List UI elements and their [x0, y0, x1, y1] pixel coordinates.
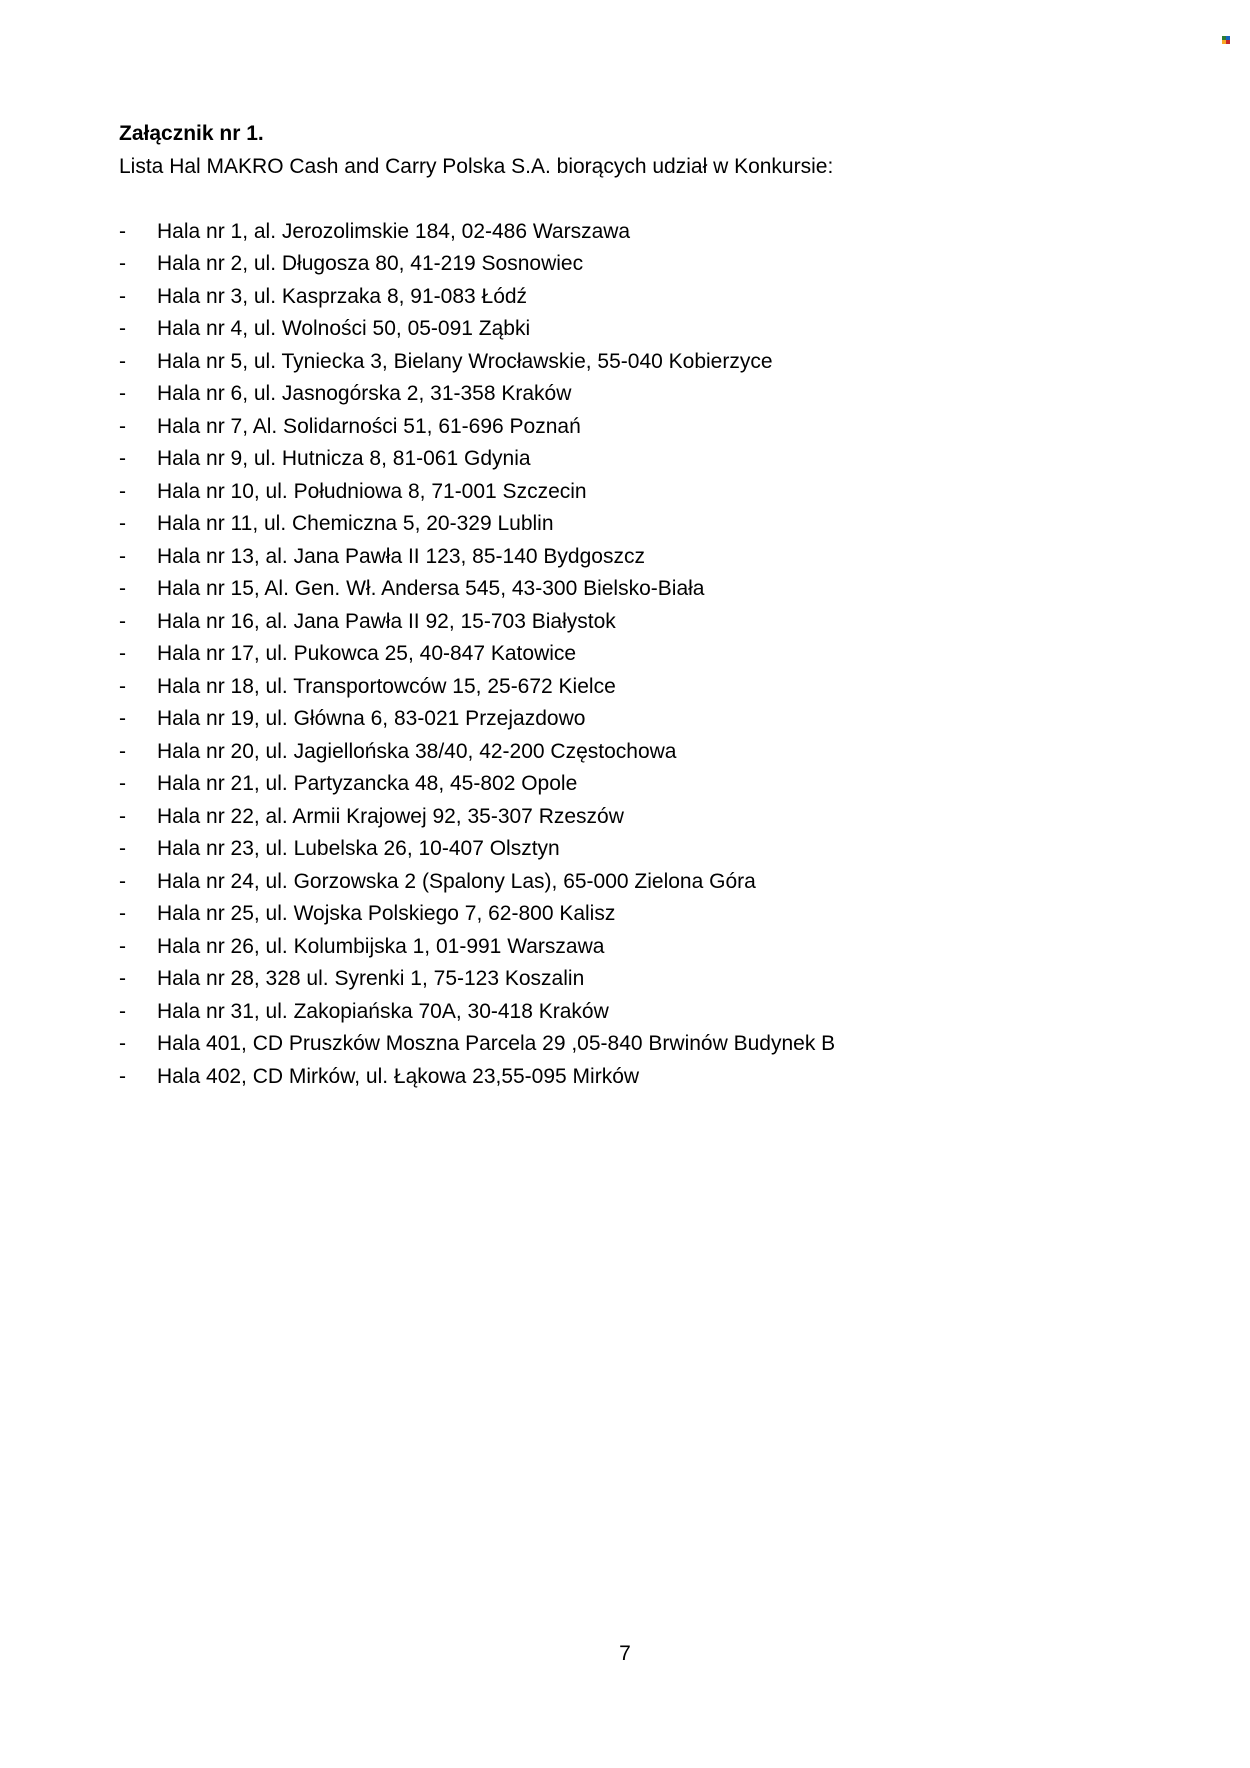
bullet-dash: - — [119, 349, 126, 373]
hall-address: Hala nr 22, al. Armii Krajowej 92, 35-307 Rzeszów — [157, 804, 624, 828]
list-item — [119, 931, 1099, 964]
hall-address: Hala nr 7, Al. Solidarności 51, 61-696 Poznań — [157, 414, 581, 438]
hall-address: Hala 401, CD Pruszków Moszna Parcela 29 ,05-840 Brwinów Budynek B — [157, 1032, 836, 1055]
list-item — [119, 638, 1099, 671]
bullet-dash: - — [119, 739, 126, 763]
bullet-dash: - — [119, 837, 126, 860]
list-item — [119, 216, 1099, 249]
list-item — [119, 346, 1099, 379]
hall-address: Hala nr 1, al. Jerozolimskie 184, 02-486 Warszawa — [157, 219, 631, 243]
list-item — [119, 996, 1099, 1029]
bullet-dash: - — [119, 1032, 126, 1055]
list-item — [119, 866, 1099, 899]
list-item — [119, 541, 1099, 574]
hall-address: Hala nr 26, ul. Kolumbijska 1, 01-991 Warszawa — [157, 934, 605, 958]
list-item — [119, 313, 1099, 346]
hall-address: Hala nr 25, ul. Wojska Polskiego 7, 62-800 Kalisz — [157, 902, 616, 925]
bullet-dash: - — [119, 999, 126, 1023]
bullet-dash: - — [119, 577, 126, 600]
bullet-dash: - — [119, 934, 126, 958]
hall-address: Hala nr 23, ul. Lubelska 26, 10-407 Olsztyn — [157, 837, 560, 860]
bullet-dash: - — [119, 707, 126, 730]
corner-color-mark — [1222, 36, 1230, 44]
bullet-dash: - — [119, 902, 126, 925]
hall-address: Hala nr 2, ul. Długosza 80, 41-219 Sosnowiec — [157, 252, 584, 275]
page-number: 7 — [619, 1642, 631, 1665]
hall-address: Hala nr 31, ul. Zakopiańska 70A, 30-418 Kraków — [157, 999, 609, 1023]
bullet-dash: - — [119, 512, 126, 535]
list-item — [119, 281, 1099, 314]
intro-sentence: Lista Hal MAKRO Cash and Carry Polska S.A. biorących udział w Konkursie: — [119, 154, 834, 178]
hall-address: Hala nr 10, ul. Południowa 8, 71-001 Szczecin — [157, 479, 587, 503]
list-item — [119, 606, 1099, 639]
bullet-dash: - — [119, 674, 126, 698]
hall-address: Hala nr 6, ul. Jasnogórska 2, 31-358 Kraków — [157, 382, 572, 405]
bullet-dash: - — [119, 219, 126, 243]
hall-list — [119, 216, 1099, 1094]
hall-address: Hala nr 9, ul. Hutnicza 8, 81-061 Gdynia — [157, 447, 531, 470]
bullet-dash: - — [119, 1064, 126, 1088]
hall-address: Hala nr 5, ul. Tyniecka 3, Bielany Wrocławskie, 55-040 Kobierzyce — [157, 349, 773, 373]
hall-address: Hala nr 17, ul. Pukowca 25, 40-847 Katowice — [157, 642, 577, 665]
list-item — [119, 703, 1099, 736]
bullet-dash: - — [119, 447, 126, 470]
list-item — [119, 801, 1099, 834]
hall-address: Hala nr 4, ul. Wolności 50, 05-091 Ząbki — [157, 317, 531, 340]
list-item — [119, 476, 1099, 509]
list-item — [119, 736, 1099, 769]
hall-address: Hala nr 11, ul. Chemiczna 5, 20-329 Lublin — [157, 512, 554, 535]
hall-address: Hala nr 18, ul. Transportowców 15, 25-672 Kielce — [157, 674, 616, 698]
hall-address: Hala nr 16, al. Jana Pawła II 92, 15-703 Białystok — [157, 609, 616, 633]
bullet-dash: - — [119, 252, 126, 275]
bullet-dash: - — [119, 804, 126, 828]
list-item — [119, 768, 1099, 801]
bullet-dash: - — [119, 382, 126, 405]
document-body — [119, 118, 1099, 1093]
list-item — [119, 443, 1099, 476]
bullet-dash: - — [119, 609, 126, 633]
bullet-dash: - — [119, 544, 126, 568]
hall-address: Hala nr 28, 328 ul. Syrenki 1, 75-123 Koszalin — [157, 967, 585, 990]
attachment-heading: Załącznik nr 1. — [119, 122, 264, 145]
hall-address: Hala nr 21, ul. Partyzancka 48, 45-802 Opole — [157, 772, 578, 795]
bullet-dash: - — [119, 869, 126, 893]
list-item — [119, 833, 1099, 866]
bullet-dash: - — [119, 479, 126, 503]
bullet-dash: - — [119, 967, 126, 990]
list-item — [119, 898, 1099, 931]
list-item — [119, 671, 1099, 704]
bullet-dash: - — [119, 317, 126, 340]
list-item — [119, 508, 1099, 541]
list-item — [119, 963, 1099, 996]
bullet-dash: - — [119, 772, 126, 795]
list-item — [119, 1061, 1099, 1094]
hall-address: Hala nr 3, ul. Kasprzaka 8, 91-083 Łódź — [157, 284, 528, 308]
bullet-dash: - — [119, 642, 126, 665]
list-item — [119, 248, 1099, 281]
hall-address: Hala nr 20, ul. Jagiellońska 38/40, 42-200 Częstochowa — [157, 739, 677, 763]
mark-square-red — [1226, 40, 1230, 44]
hall-address: Hala nr 15, Al. Gen. Wł. Andersa 545, 43-300 Bielsko-Biała — [157, 577, 705, 600]
hall-address: Hala nr 19, ul. Główna 6, 83-021 Przejazdowo — [157, 707, 586, 730]
hall-address: Hala 402, CD Mirków, ul. Łąkowa 23,55-095 Mirków — [157, 1064, 640, 1088]
list-item — [119, 1028, 1099, 1061]
hall-address: Hala nr 13, al. Jana Pawła II 123, 85-140 Bydgoszcz — [157, 544, 645, 568]
list-item — [119, 573, 1099, 606]
list-item — [119, 411, 1099, 444]
list-item — [119, 378, 1099, 411]
hall-address: Hala nr 24, ul. Gorzowska 2 (Spalony Las), 65-000 Zielona Góra — [157, 869, 756, 893]
bullet-dash: - — [119, 284, 126, 308]
bullet-dash: - — [119, 414, 126, 438]
